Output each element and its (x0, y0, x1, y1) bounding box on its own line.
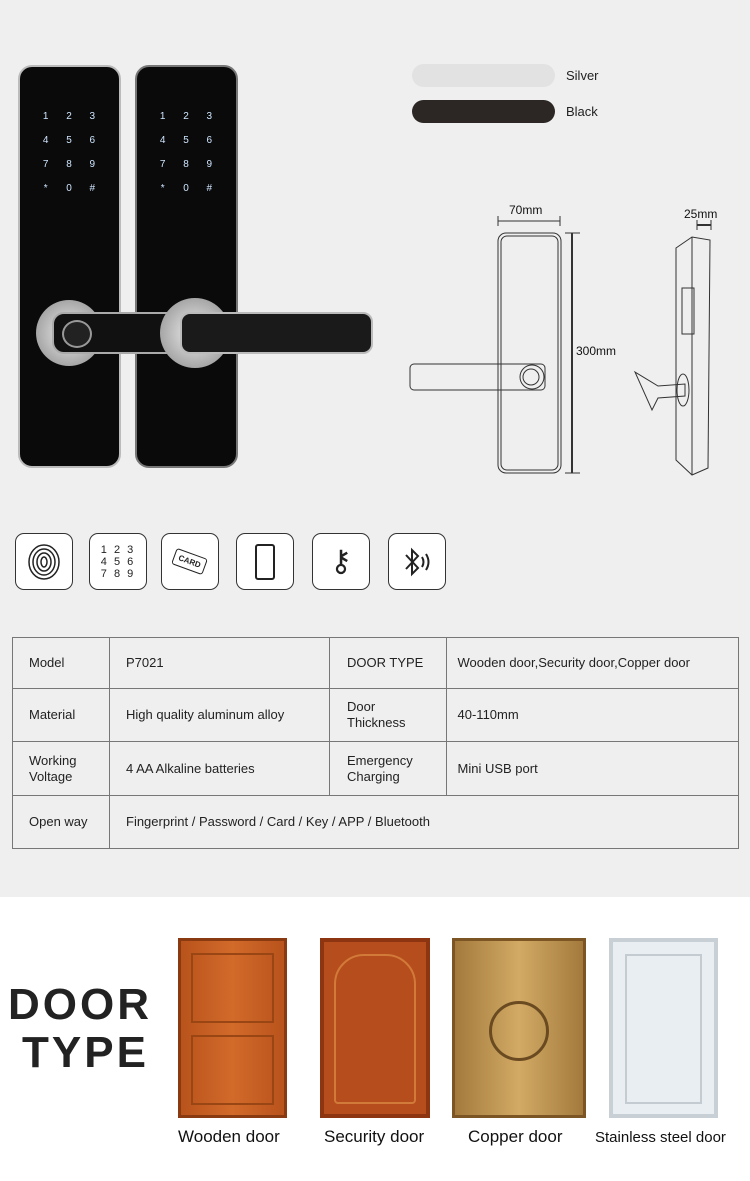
key: 8 (66, 159, 72, 170)
door-label-wooden: Wooden door (178, 1127, 280, 1146)
spec-value: P7021 (110, 638, 330, 689)
color-swatch-black[interactable] (412, 100, 555, 123)
card-icon (161, 533, 219, 590)
key: 2 (66, 111, 72, 122)
fingerprint-icon (15, 533, 73, 590)
spec-value: Wooden door,Security door,Copper door (446, 638, 738, 689)
spec-label: Material (13, 689, 110, 742)
lock-front-silver (18, 65, 121, 468)
spec-value: Fingerprint / Password / Card / Key / APP / Bluetooth (110, 796, 739, 849)
door-label-copper: Copper door (468, 1127, 563, 1146)
key: 9 (89, 159, 96, 170)
key: # (206, 183, 213, 194)
table-row (13, 638, 739, 689)
color-label-black: Black (566, 104, 598, 119)
key: 8 (183, 159, 189, 170)
key: 4 (42, 135, 49, 146)
spec-label: Working Voltage (13, 742, 110, 796)
spec-value: Mini USB port (446, 742, 738, 796)
wooden-door-image (178, 938, 287, 1118)
key: 7 (159, 159, 166, 170)
door-label-security: Security door (324, 1127, 425, 1146)
keypad (34, 111, 104, 194)
spec-label: Door Thickness (330, 689, 447, 742)
phone-icon (236, 533, 294, 590)
key: # (89, 183, 96, 194)
key: 0 (66, 183, 72, 194)
card-icon-label: CARD (172, 548, 209, 575)
key: 3 (206, 111, 213, 122)
dimension-drawing (400, 200, 750, 480)
security-door-image (320, 938, 430, 1118)
spec-label: DOOR TYPE (330, 638, 447, 689)
keypad-icon-digits: 1 2 3 4 5 6 7 8 9 (100, 543, 136, 580)
spec-label: Model (13, 638, 110, 689)
key-icon: ⚷ (312, 533, 370, 590)
title-line: DOOR (8, 980, 152, 1029)
spec-value: High quality aluminum alloy (110, 689, 330, 742)
spec-label: Open way (13, 796, 110, 849)
key: 1 (42, 111, 49, 122)
key: 3 (89, 111, 96, 122)
color-label-silver: Silver (566, 68, 599, 83)
depth-dimension: 25mm (684, 207, 718, 221)
width-dimension: 70mm (509, 203, 543, 217)
spec-value: 40-110mm (446, 689, 738, 742)
spec-label: Emergency Charging (330, 742, 447, 796)
color-swatch-silver[interactable] (412, 64, 555, 87)
keypad-icon (89, 533, 147, 590)
copper-door-image (452, 938, 586, 1118)
key: 0 (183, 183, 189, 194)
door-label-stainless: Stainless steel door (595, 1129, 726, 1146)
key: 6 (89, 135, 96, 146)
lock-front-black (135, 65, 238, 468)
table-row (13, 796, 739, 849)
key: * (43, 183, 48, 194)
key: 5 (183, 135, 189, 146)
bluetooth-icon (388, 533, 446, 590)
key: 7 (42, 159, 49, 170)
stainless-steel-door-image (609, 938, 718, 1118)
key: 4 (159, 135, 166, 146)
table-row (13, 742, 739, 796)
fingerprint-sensor (62, 320, 92, 348)
door-type-title (8, 981, 152, 1077)
spec-table (12, 637, 739, 849)
spec-value: 4 AA Alkaline batteries (110, 742, 330, 796)
table-row (13, 689, 739, 742)
key: 6 (206, 135, 213, 146)
key: 2 (183, 111, 189, 122)
key: 1 (159, 111, 166, 122)
height-dimension: 300mm (576, 344, 617, 358)
title-line: TYPE (22, 1028, 149, 1077)
key: 9 (206, 159, 213, 170)
key: * (160, 183, 165, 194)
keypad (151, 111, 221, 194)
handle (180, 312, 373, 354)
key: 5 (66, 135, 72, 146)
